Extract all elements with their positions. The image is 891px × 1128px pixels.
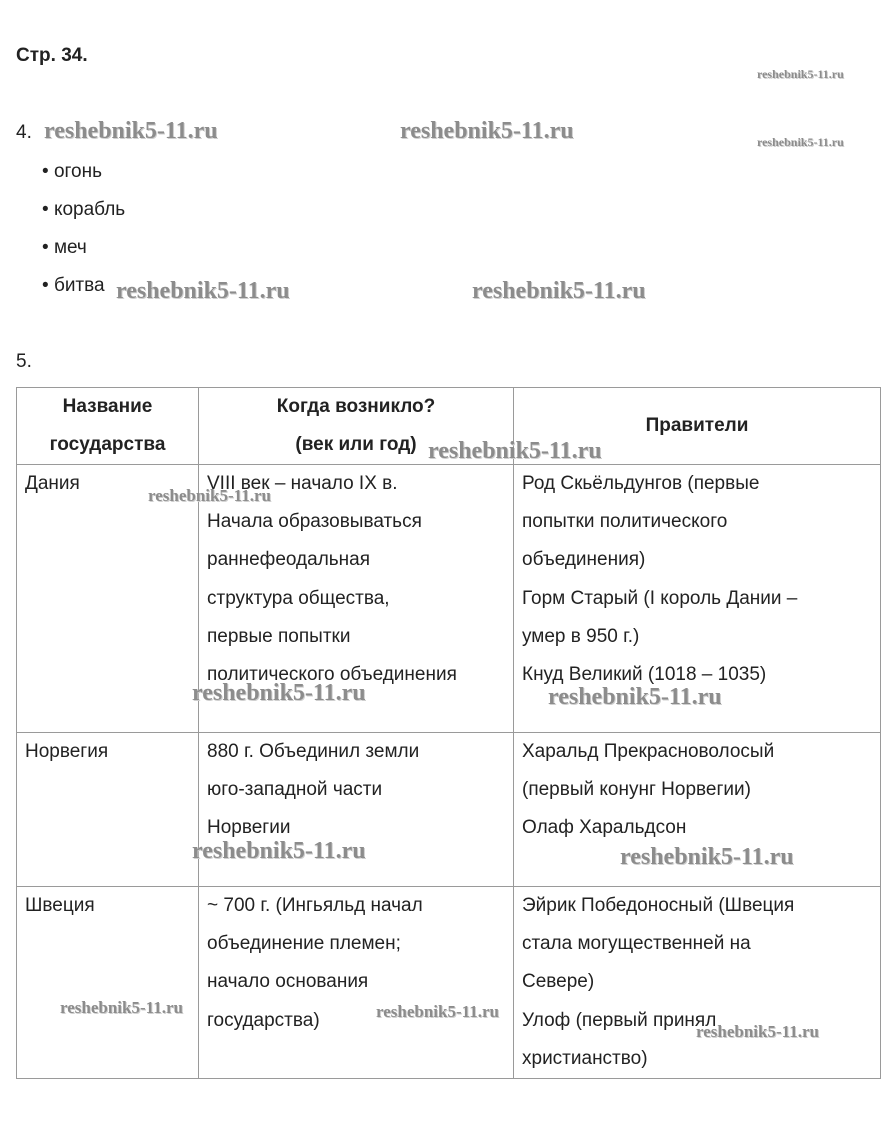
- list-item: • огонь: [42, 160, 125, 198]
- cell-line: Горм Старый (I король Дании –: [522, 587, 798, 609]
- cell-line: объединение племен;: [207, 933, 401, 955]
- when-cell: [199, 733, 514, 887]
- rulers-cell: [514, 465, 881, 733]
- watermark: reshebnik5-11.ru: [400, 118, 574, 144]
- question-4-number: 4.: [16, 122, 32, 143]
- state-name-cell: Норвегия: [17, 733, 199, 887]
- when-cell: [199, 887, 514, 1079]
- watermark: reshebnik5-11.ru: [148, 486, 271, 505]
- cell-line: попытки политического: [522, 511, 728, 533]
- header-line: Когда возникло?: [276, 396, 436, 417]
- watermark: reshebnik5-11.ru: [757, 67, 844, 81]
- cell-line: Эйрик Победоносный (Швеция: [522, 895, 795, 916]
- cell-line: Род Скьёльдунгов (первые: [522, 473, 760, 494]
- state-name-cell: Швеция: [17, 887, 199, 1079]
- cell-line: 880 г. Объединил земли: [207, 741, 420, 762]
- cell-line: юго-западной части: [207, 779, 383, 801]
- cell-line: VIII век – начало IX в.: [207, 473, 398, 494]
- cell-line: государства): [207, 1009, 320, 1031]
- watermark: reshebnik5-11.ru: [757, 135, 844, 149]
- state-name-cell: Дания: [17, 465, 199, 733]
- cell-line: Начала образовываться: [207, 511, 422, 533]
- rulers-cell: [514, 733, 881, 887]
- list-item: • корабль: [42, 198, 125, 236]
- watermark: reshebnik5-11.ru: [192, 680, 366, 706]
- watermark: reshebnik5-11.ru: [192, 838, 366, 864]
- table-row: [17, 733, 881, 887]
- watermark: reshebnik5-11.ru: [116, 278, 290, 304]
- cell-line: Улоф (первый принял: [522, 1009, 717, 1031]
- cell-line: Харальд Прекрасноволосый: [522, 741, 775, 762]
- cell-line: первые попытки: [207, 625, 351, 647]
- cell-line: (первый конунг Норвегии): [522, 779, 751, 801]
- header-state-name: [17, 388, 199, 465]
- header-when: [199, 388, 514, 465]
- watermark: reshebnik5-11.ru: [44, 118, 218, 144]
- cell-line: Норвегии: [207, 817, 291, 839]
- watermark: reshebnik5-11.ru: [428, 438, 602, 464]
- cell-line: Олаф Харальдсон: [522, 817, 687, 839]
- watermark: reshebnik5-11.ru: [696, 1022, 819, 1041]
- list-item: • битва: [42, 274, 125, 312]
- header-line: Название: [62, 396, 153, 417]
- header-line: (век или год): [295, 434, 417, 455]
- table-row: [17, 887, 881, 1079]
- cell-line: раннефеодальная: [207, 549, 371, 571]
- list-item: • меч: [42, 236, 125, 274]
- when-cell: [199, 465, 514, 733]
- cell-line: ~ 700 г. (Ингьяльд начал: [207, 895, 423, 916]
- watermark: reshebnik5-11.ru: [376, 1002, 499, 1021]
- cell-line: умер в 950 г.): [522, 625, 640, 647]
- page-reference: Стр. 34.: [16, 45, 88, 66]
- table-row: [17, 465, 881, 733]
- cell-line: стала могущественней на: [522, 933, 751, 955]
- watermark: reshebnik5-11.ru: [60, 998, 183, 1017]
- cell-line: начало основания: [207, 971, 369, 993]
- watermark: reshebnik5-11.ru: [548, 684, 722, 710]
- cell-line: структура общества,: [207, 587, 390, 609]
- table-header-row: [17, 388, 881, 465]
- watermark: reshebnik5-11.ru: [472, 278, 646, 304]
- states-table: [16, 387, 881, 1079]
- header-line: государства: [49, 434, 166, 455]
- question-5-number: 5.: [16, 351, 32, 372]
- header-rulers: Правители: [514, 388, 881, 465]
- cell-line: Севере): [522, 971, 595, 993]
- cell-line: Кнуд Великий (1018 – 1035): [522, 664, 767, 686]
- cell-line: христианство): [522, 1047, 648, 1069]
- watermark: reshebnik5-11.ru: [620, 844, 794, 870]
- cell-line: политического объединения: [207, 664, 457, 686]
- cell-line: объединения): [522, 549, 646, 571]
- question-4-list: [42, 160, 125, 312]
- rulers-cell: [514, 887, 881, 1079]
